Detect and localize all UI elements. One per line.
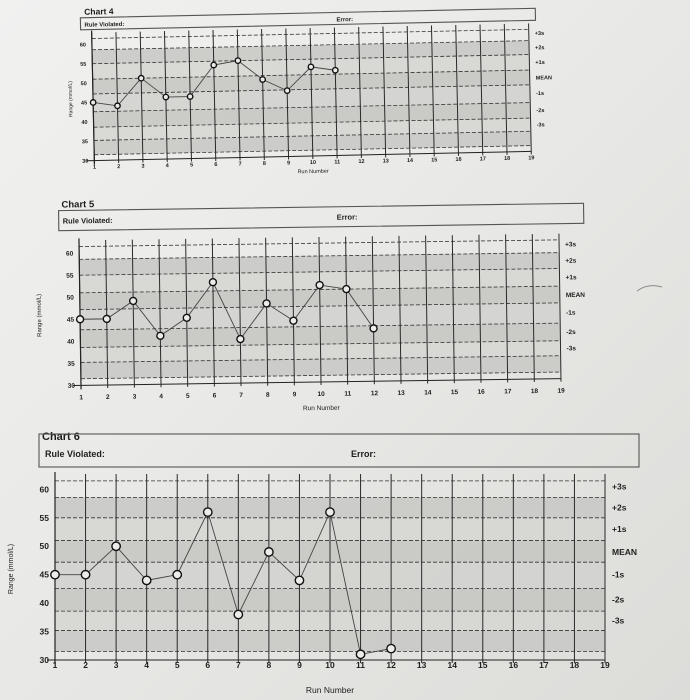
x-tick-label: 14 [406,157,414,165]
data-point [290,317,297,324]
chart-title: Chart 6 [42,431,80,443]
x-tick-label: 7 [239,392,244,400]
x-tick-label: 18 [530,387,539,396]
data-point [77,316,84,323]
x-tick-label: 19 [600,660,610,670]
data-point [204,508,212,516]
y-tick-label: 40 [67,338,75,346]
x-tick-label: 2 [105,393,110,401]
rule-violated-label: Rule Violated: [45,449,105,459]
y-tick-label: 55 [39,512,49,523]
x-tick-label: 9 [287,160,291,167]
data-point [103,315,110,322]
sd-label: +3s [565,241,577,249]
y-tick-label: 35 [67,360,75,368]
rule-violated-box [80,8,535,30]
x-tick-label: 10 [325,660,335,670]
x-tick-label: 3 [113,660,119,670]
data-point [343,286,350,293]
sd-label: -2s [536,107,545,115]
data-point [115,103,121,109]
rule-violated-label: Rule Violated: [62,215,113,226]
x-tick-label: 4 [159,393,164,401]
rule-violated-border [59,203,584,230]
y-tick-label: 30 [39,654,49,665]
x-tick-label: 12 [386,660,396,670]
x-tick-label: 2 [83,660,88,670]
x-tick-label: 15 [450,389,459,397]
data-point [187,94,193,100]
sd-label: MEAN [612,546,638,557]
sd-label: +2s [535,45,545,52]
y-tick-label: 50 [39,541,49,552]
y-tick-label: 50 [66,294,74,302]
data-point [265,548,273,556]
x-tick-label: 12 [358,158,365,166]
x-tick-label: 5 [189,162,194,169]
x-tick-label: 13 [382,158,389,165]
x-tick-label: 7 [235,660,241,670]
x-tick-label: 5 [174,660,180,670]
x-tick-label: 8 [265,391,270,399]
x-tick-label: 5 [185,392,190,400]
y-axis-label: Range (mmol/L) [36,293,44,337]
x-tick-label: 7 [238,161,242,168]
x-tick-label: 14 [424,389,432,397]
x-tick-label: 18 [504,155,511,162]
data-point [142,576,150,584]
y-tick-label: 45 [66,316,75,324]
rule-violated-box [39,434,639,467]
sd-label: MEAN [565,291,585,300]
data-point [387,644,395,652]
data-point [326,508,334,516]
x-tick-label: 11 [356,660,366,670]
x-tick-label: 9 [292,391,297,399]
y-tick-label: 35 [39,626,49,637]
y-tick-label: 55 [80,61,87,68]
data-point [308,64,314,70]
sd-label: +2s [565,257,577,265]
y-tick-label: 60 [79,42,86,49]
data-point [173,570,181,578]
x-tick-label: 17 [479,156,486,163]
data-point [209,279,216,286]
rule-violated-label: Rule Violated: [84,21,125,29]
x-axis-label: Run Number [302,404,340,413]
x-tick-label: 1 [92,164,97,171]
x-axis-label: Run Number [297,168,329,176]
sd-label: -1s [565,309,576,317]
x-tick-label: 17 [539,660,549,670]
chart-title: Chart 4 [84,6,114,17]
data-point [260,77,266,83]
data-point [81,570,89,578]
sd-label: +3s [612,481,627,492]
data-point [211,62,217,68]
x-tick-label: 18 [569,660,580,670]
chart-title: Chart 5 [61,199,95,211]
x-tick-label: 8 [266,660,272,670]
x-tick-label: 15 [431,157,438,164]
data-point [138,75,144,81]
data-point [112,542,120,550]
data-point [356,650,364,658]
y-tick-label: 60 [39,484,49,495]
sd-label: MEAN [535,75,552,82]
data-point [157,332,164,339]
data-point [263,300,270,307]
data-point [130,297,137,304]
y-tick-label: 50 [80,81,87,88]
chart-4 [66,0,554,180]
data-point [370,325,377,332]
x-tick-label: 1 [52,660,58,670]
data-point [295,576,303,584]
x-tick-label: 3 [132,393,137,401]
sd-label: -2s [566,329,576,337]
y-tick-label: 40 [81,119,88,126]
data-point [234,610,242,618]
rule-violated-border [39,434,639,467]
error-label: Error: [336,212,358,222]
sd-label: +2s [612,502,627,513]
x-tick-label: 6 [214,161,218,169]
sd-label: +1s [612,524,627,535]
x-tick-label: 4 [144,660,150,670]
x-tick-label: 16 [508,660,519,670]
x-tick-label: 11 [334,159,341,166]
y-tick-label: 30 [82,158,89,165]
sd-label: -2s [612,594,625,605]
data-point [183,314,190,321]
y-tick-label: 35 [81,139,89,146]
x-tick-label: 13 [416,660,427,670]
x-axis [73,379,561,386]
sd-label: +1s [535,59,545,67]
data-point [163,94,169,100]
x-tick-label: 8 [262,160,266,168]
y-tick-label: 30 [67,382,76,390]
x-tick-label: 16 [477,388,485,396]
y-tick-label: 40 [39,598,49,609]
data-point [284,88,290,94]
sd-label: +3s [534,30,545,38]
pencil-mark [637,286,662,291]
y-tick-label: 45 [39,569,49,580]
sd-label: -1s [535,90,545,98]
rule-violated-border [80,8,535,30]
sd-label: +1s [565,274,577,282]
x-tick-label: 13 [397,389,405,397]
x-tick-label: 6 [212,392,217,400]
x-tick-label: 16 [455,156,462,163]
x-tick-label: 19 [557,387,565,395]
data-point [237,336,244,343]
x-tick-label: 11 [344,390,352,398]
x-tick-label: 10 [309,159,317,167]
y-axis-label: Range (mmol/L) [8,543,15,595]
x-tick-label: 19 [528,155,535,162]
sd-label: -3s [612,615,625,626]
sd-label: -1s [612,569,625,580]
chart-5 [35,192,586,416]
data-point [235,58,241,64]
sd-label: -3s [566,345,577,353]
x-tick-label: 17 [504,388,512,396]
x-tick-label: 1 [79,394,84,402]
y-tick-label: 60 [65,250,74,258]
x-tick-label: 2 [117,164,121,171]
x-tick-label: 10 [317,390,325,399]
data-point [90,100,96,106]
data-point [51,570,59,578]
x-tick-label: 6 [205,660,211,670]
data-point [333,67,339,73]
rule-violated-box [59,203,584,230]
x-tick-label: 14 [447,660,457,670]
x-tick-label: 4 [165,163,169,170]
data-point [316,282,323,289]
y-tick-label: 45 [80,100,88,107]
error-label: Error: [351,449,377,459]
sd-label: -3s [536,122,545,129]
x-tick-label: 15 [478,660,488,670]
y-axis-label: Range (mmol/L) [67,81,75,118]
x-axis-label: Run Number [305,685,355,695]
error-label: Error: [336,17,354,24]
x-tick-label: 3 [141,163,145,170]
y-tick-label: 55 [66,272,74,280]
x-tick-label: 12 [370,390,379,398]
chart-6 [8,431,639,695]
x-tick-label: 9 [297,660,302,670]
